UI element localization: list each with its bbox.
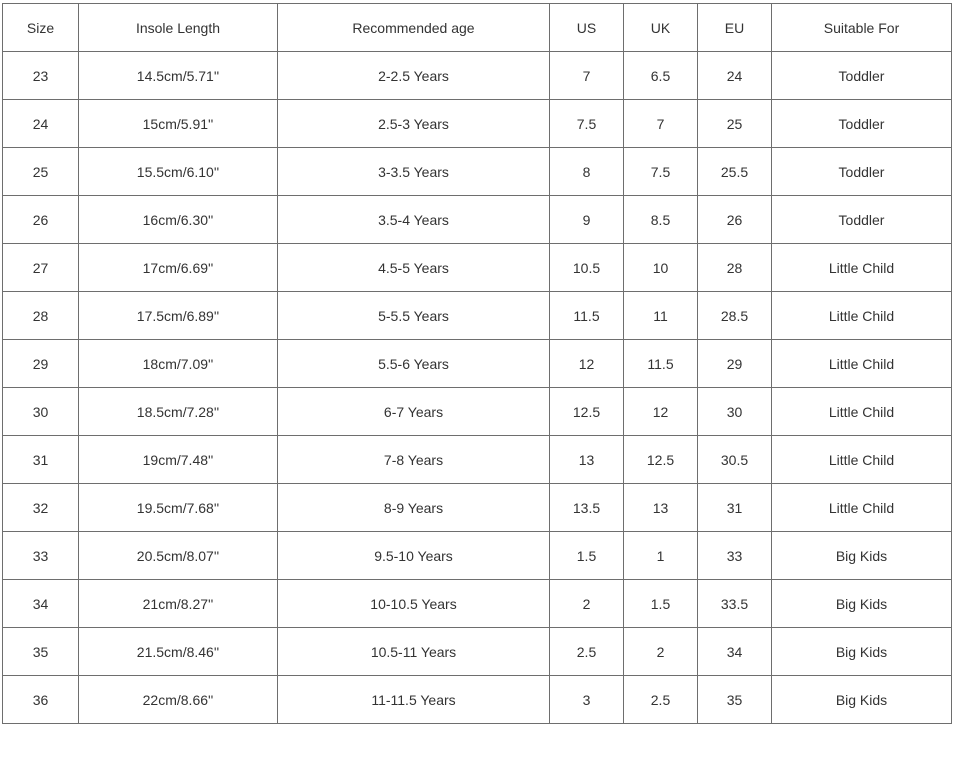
table-row <box>3 532 952 580</box>
cell-recommended-age: 3-3.5 Years <box>278 148 550 196</box>
cell-size: 34 <box>3 580 79 628</box>
cell-size: 25 <box>3 148 79 196</box>
cell-recommended-age: 7-8 Years <box>278 436 550 484</box>
cell-uk: 1.5 <box>624 580 698 628</box>
cell-eu: 34 <box>698 628 772 676</box>
cell-eu: 30.5 <box>698 436 772 484</box>
cell-size: 30 <box>3 388 79 436</box>
cell-suitable-for: Little Child <box>772 484 952 532</box>
cell-suitable-for: Little Child <box>772 388 952 436</box>
cell-recommended-age: 10-10.5 Years <box>278 580 550 628</box>
cell-insole-length: 19.5cm/7.68'' <box>79 484 278 532</box>
header-insole-length: Insole Length <box>79 4 278 52</box>
cell-size: 32 <box>3 484 79 532</box>
table-row <box>3 628 952 676</box>
table-row <box>3 292 952 340</box>
cell-uk: 7 <box>624 100 698 148</box>
cell-us: 9 <box>550 196 624 244</box>
cell-uk: 11.5 <box>624 340 698 388</box>
cell-recommended-age: 3.5-4 Years <box>278 196 550 244</box>
cell-suitable-for: Toddler <box>772 196 952 244</box>
cell-insole-length: 20.5cm/8.07'' <box>79 532 278 580</box>
cell-insole-length: 16cm/6.30'' <box>79 196 278 244</box>
size-chart-table <box>2 3 952 724</box>
table-row <box>3 484 952 532</box>
cell-uk: 8.5 <box>624 196 698 244</box>
cell-us: 10.5 <box>550 244 624 292</box>
table-row <box>3 196 952 244</box>
cell-recommended-age: 9.5-10 Years <box>278 532 550 580</box>
cell-suitable-for: Little Child <box>772 244 952 292</box>
cell-recommended-age: 8-9 Years <box>278 484 550 532</box>
cell-size: 28 <box>3 292 79 340</box>
cell-suitable-for: Toddler <box>772 148 952 196</box>
table-row <box>3 244 952 292</box>
cell-us: 2.5 <box>550 628 624 676</box>
cell-size: 26 <box>3 196 79 244</box>
cell-insole-length: 22cm/8.66'' <box>79 676 278 724</box>
cell-us: 13 <box>550 436 624 484</box>
table-body <box>3 52 952 724</box>
cell-recommended-age: 5.5-6 Years <box>278 340 550 388</box>
cell-eu: 33 <box>698 532 772 580</box>
cell-eu: 31 <box>698 484 772 532</box>
cell-suitable-for: Big Kids <box>772 676 952 724</box>
cell-eu: 35 <box>698 676 772 724</box>
header-eu: EU <box>698 4 772 52</box>
cell-uk: 10 <box>624 244 698 292</box>
cell-us: 11.5 <box>550 292 624 340</box>
cell-insole-length: 17cm/6.69'' <box>79 244 278 292</box>
header-size: Size <box>3 4 79 52</box>
cell-us: 8 <box>550 148 624 196</box>
cell-recommended-age: 4.5-5 Years <box>278 244 550 292</box>
cell-suitable-for: Big Kids <box>772 532 952 580</box>
header-suitable-for: Suitable For <box>772 4 952 52</box>
table-row <box>3 52 952 100</box>
cell-eu: 28.5 <box>698 292 772 340</box>
cell-eu: 33.5 <box>698 580 772 628</box>
cell-insole-length: 19cm/7.48'' <box>79 436 278 484</box>
cell-insole-length: 15cm/5.91'' <box>79 100 278 148</box>
table-row <box>3 580 952 628</box>
cell-uk: 13 <box>624 484 698 532</box>
cell-size: 27 <box>3 244 79 292</box>
table-row <box>3 436 952 484</box>
cell-us: 12 <box>550 340 624 388</box>
table-row <box>3 340 952 388</box>
cell-insole-length: 18.5cm/7.28'' <box>79 388 278 436</box>
cell-suitable-for: Toddler <box>772 52 952 100</box>
cell-uk: 1 <box>624 532 698 580</box>
table-row <box>3 388 952 436</box>
cell-recommended-age: 11-11.5 Years <box>278 676 550 724</box>
header-row <box>3 4 952 52</box>
cell-us: 7.5 <box>550 100 624 148</box>
cell-us: 13.5 <box>550 484 624 532</box>
header-uk: UK <box>624 4 698 52</box>
cell-us: 12.5 <box>550 388 624 436</box>
table-row <box>3 676 952 724</box>
cell-insole-length: 18cm/7.09'' <box>79 340 278 388</box>
cell-us: 3 <box>550 676 624 724</box>
table-row <box>3 148 952 196</box>
cell-us: 1.5 <box>550 532 624 580</box>
cell-eu: 25.5 <box>698 148 772 196</box>
cell-eu: 29 <box>698 340 772 388</box>
cell-recommended-age: 10.5-11 Years <box>278 628 550 676</box>
cell-suitable-for: Little Child <box>772 340 952 388</box>
cell-us: 2 <box>550 580 624 628</box>
cell-recommended-age: 6-7 Years <box>278 388 550 436</box>
cell-insole-length: 14.5cm/5.71'' <box>79 52 278 100</box>
cell-uk: 11 <box>624 292 698 340</box>
cell-uk: 12 <box>624 388 698 436</box>
cell-us: 7 <box>550 52 624 100</box>
cell-size: 23 <box>3 52 79 100</box>
cell-suitable-for: Big Kids <box>772 580 952 628</box>
cell-uk: 12.5 <box>624 436 698 484</box>
cell-size: 35 <box>3 628 79 676</box>
cell-size: 24 <box>3 100 79 148</box>
cell-eu: 25 <box>698 100 772 148</box>
cell-suitable-for: Little Child <box>772 436 952 484</box>
cell-eu: 30 <box>698 388 772 436</box>
cell-size: 29 <box>3 340 79 388</box>
cell-uk: 2.5 <box>624 676 698 724</box>
cell-suitable-for: Big Kids <box>772 628 952 676</box>
cell-insole-length: 21cm/8.27'' <box>79 580 278 628</box>
cell-insole-length: 15.5cm/6.10'' <box>79 148 278 196</box>
cell-suitable-for: Toddler <box>772 100 952 148</box>
cell-insole-length: 17.5cm/6.89'' <box>79 292 278 340</box>
table-header <box>3 4 952 52</box>
cell-recommended-age: 5-5.5 Years <box>278 292 550 340</box>
cell-size: 33 <box>3 532 79 580</box>
cell-uk: 6.5 <box>624 52 698 100</box>
cell-insole-length: 21.5cm/8.46'' <box>79 628 278 676</box>
cell-size: 31 <box>3 436 79 484</box>
header-recommended-age: Recommended age <box>278 4 550 52</box>
cell-recommended-age: 2-2.5 Years <box>278 52 550 100</box>
cell-eu: 28 <box>698 244 772 292</box>
cell-suitable-for: Little Child <box>772 292 952 340</box>
cell-recommended-age: 2.5-3 Years <box>278 100 550 148</box>
cell-size: 36 <box>3 676 79 724</box>
cell-uk: 2 <box>624 628 698 676</box>
header-us: US <box>550 4 624 52</box>
table-row <box>3 100 952 148</box>
cell-eu: 24 <box>698 52 772 100</box>
cell-eu: 26 <box>698 196 772 244</box>
cell-uk: 7.5 <box>624 148 698 196</box>
